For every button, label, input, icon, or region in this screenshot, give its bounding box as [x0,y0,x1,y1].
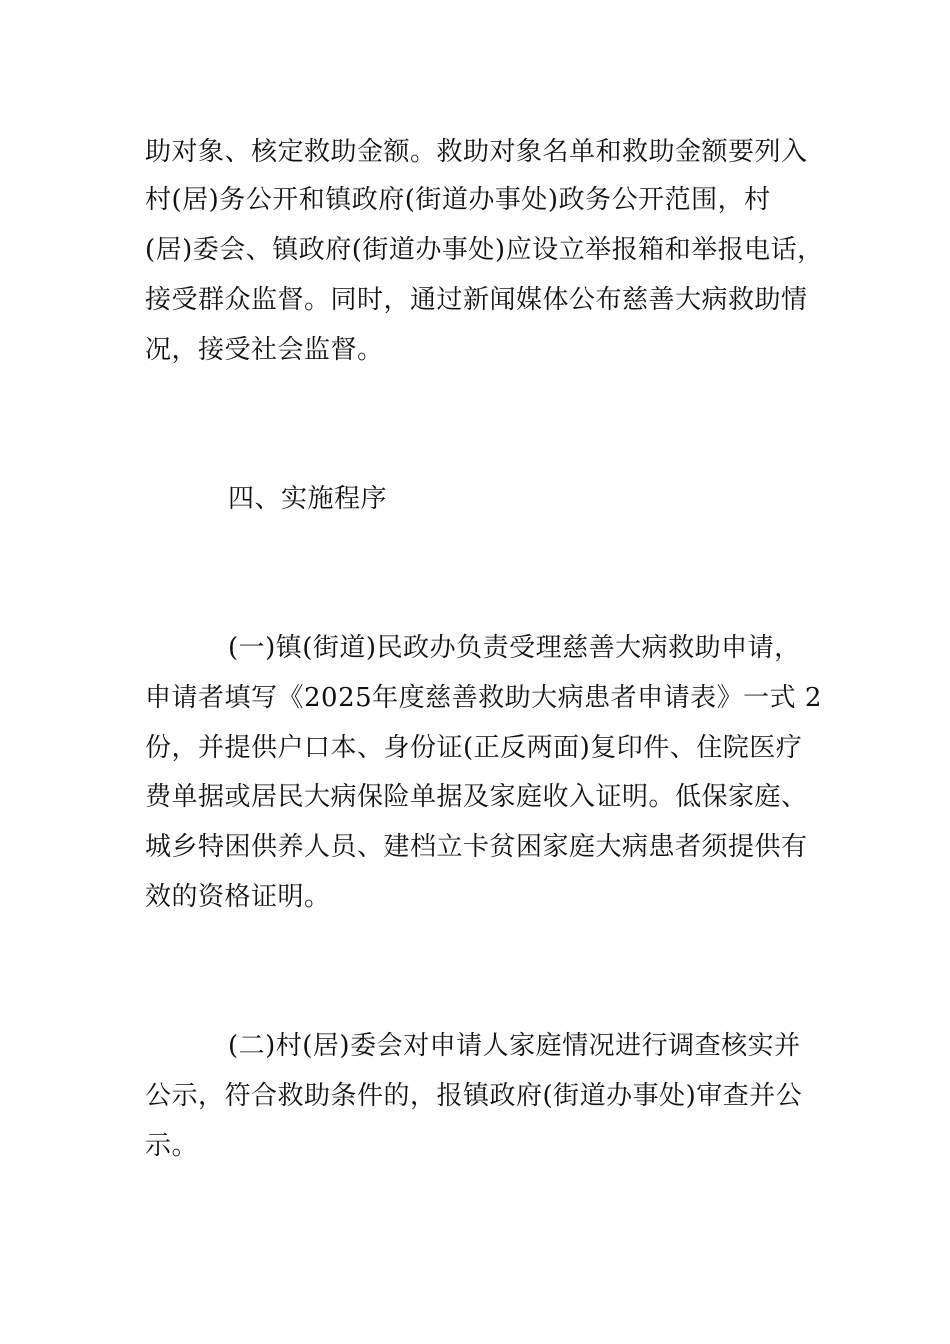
paragraph-line: 村(居)务公开和镇政府(街道办事处)政务公开范围，村 [145,185,771,215]
paragraph-line: 效的资格证明。 [145,882,331,912]
paragraph-line: (二)村(居)委会对申请人家庭情况进行调查核实并 [228,1031,801,1061]
paragraph-line: 城乡特困供养人员、建档立卡贫困家庭大病患者须提供有 [145,832,808,862]
paragraph-line: 示。 [145,1131,199,1161]
paragraph-line: 份，并提供户口本、身份证(正反两面)复印件、住院医疗 [145,733,803,763]
section-heading: 四、实施程序 [228,484,388,514]
paragraph-line: 况，接受社会监督。 [145,335,384,365]
paragraph-line: 费单据或居民大病保险单据及家庭收入证明。低保家庭、 [145,782,808,812]
paragraph-line: 公示，符合救助条件的，报镇政府(街道办事处)审查并公 [145,1081,803,1111]
paragraph-line: 助对象、核定救助金额。救助对象名单和救助金额要列入 [145,137,808,167]
paragraph-line: 申请者填写《2025年度慈善救助大病患者申请表》一式 2 [145,683,822,713]
paragraph-line: 接受群众监督。同时，通过新闻媒体公布慈善大病救助情 [145,285,808,315]
paragraph-line: (一)镇(街道)民政办负责受理慈善大病救助申请， [228,633,801,663]
paragraph-line: (居)委会、镇政府(街道办事处)应设立举报箱和举报电话， [145,235,824,265]
